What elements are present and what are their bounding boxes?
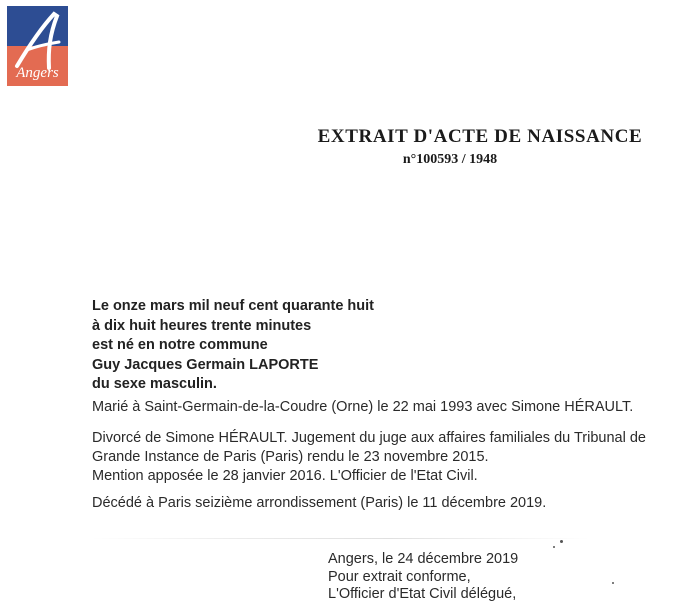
- birth-record: [92, 297, 374, 395]
- birth-line: est né en notre commune: [92, 337, 268, 353]
- scan-speck: [612, 582, 614, 584]
- divorce-mention: [92, 429, 646, 486]
- scan-speck: [553, 546, 555, 548]
- divorce-line: Mention apposée le 28 janvier 2016. L'Officier de l'Etat Civil.: [92, 468, 478, 484]
- city-logo: [7, 6, 68, 86]
- document-title: EXTRAIT D'ACTE DE NAISSANCE: [317, 126, 643, 147]
- divorce-line: Divorcé de Simone HÉRAULT. Jugement du juge aux affaires familiales du Tribunal de: [92, 430, 646, 446]
- marriage-mention: Marié à Saint-Germain-de-la-Coudre (Orne) le 22 mai 1993 avec Simone HÉRAULT.: [92, 399, 634, 415]
- document-header: [240, 126, 675, 168]
- birth-line: Le onze mars mil neuf cent quarante huit: [92, 298, 374, 314]
- signature-place-date: Angers, le 24 décembre 2019: [328, 551, 519, 567]
- signature-block: [328, 551, 518, 604]
- divorce-line: Grande Instance de Paris (Paris) rendu le 23 novembre 2015.: [92, 449, 489, 465]
- signature-conformity: Pour extrait conforme,: [328, 568, 471, 585]
- signature-officer: L'Officier d'Etat Civil délégué,: [328, 586, 517, 602]
- person-name: Guy Jacques Germain LAPORTE: [92, 356, 319, 373]
- birth-line: à dix huit heures trente minutes: [92, 317, 312, 334]
- logo-text: Angers: [16, 65, 59, 81]
- birth-line: du sexe masculin.: [92, 376, 217, 392]
- scan-speck: [560, 540, 563, 543]
- document-number: n°100593 / 1948: [402, 152, 498, 167]
- death-mention: Décédé à Paris seizième arrondissement (Paris) le 11 décembre 2019.: [92, 495, 547, 511]
- scan-artifact-line: [90, 538, 590, 539]
